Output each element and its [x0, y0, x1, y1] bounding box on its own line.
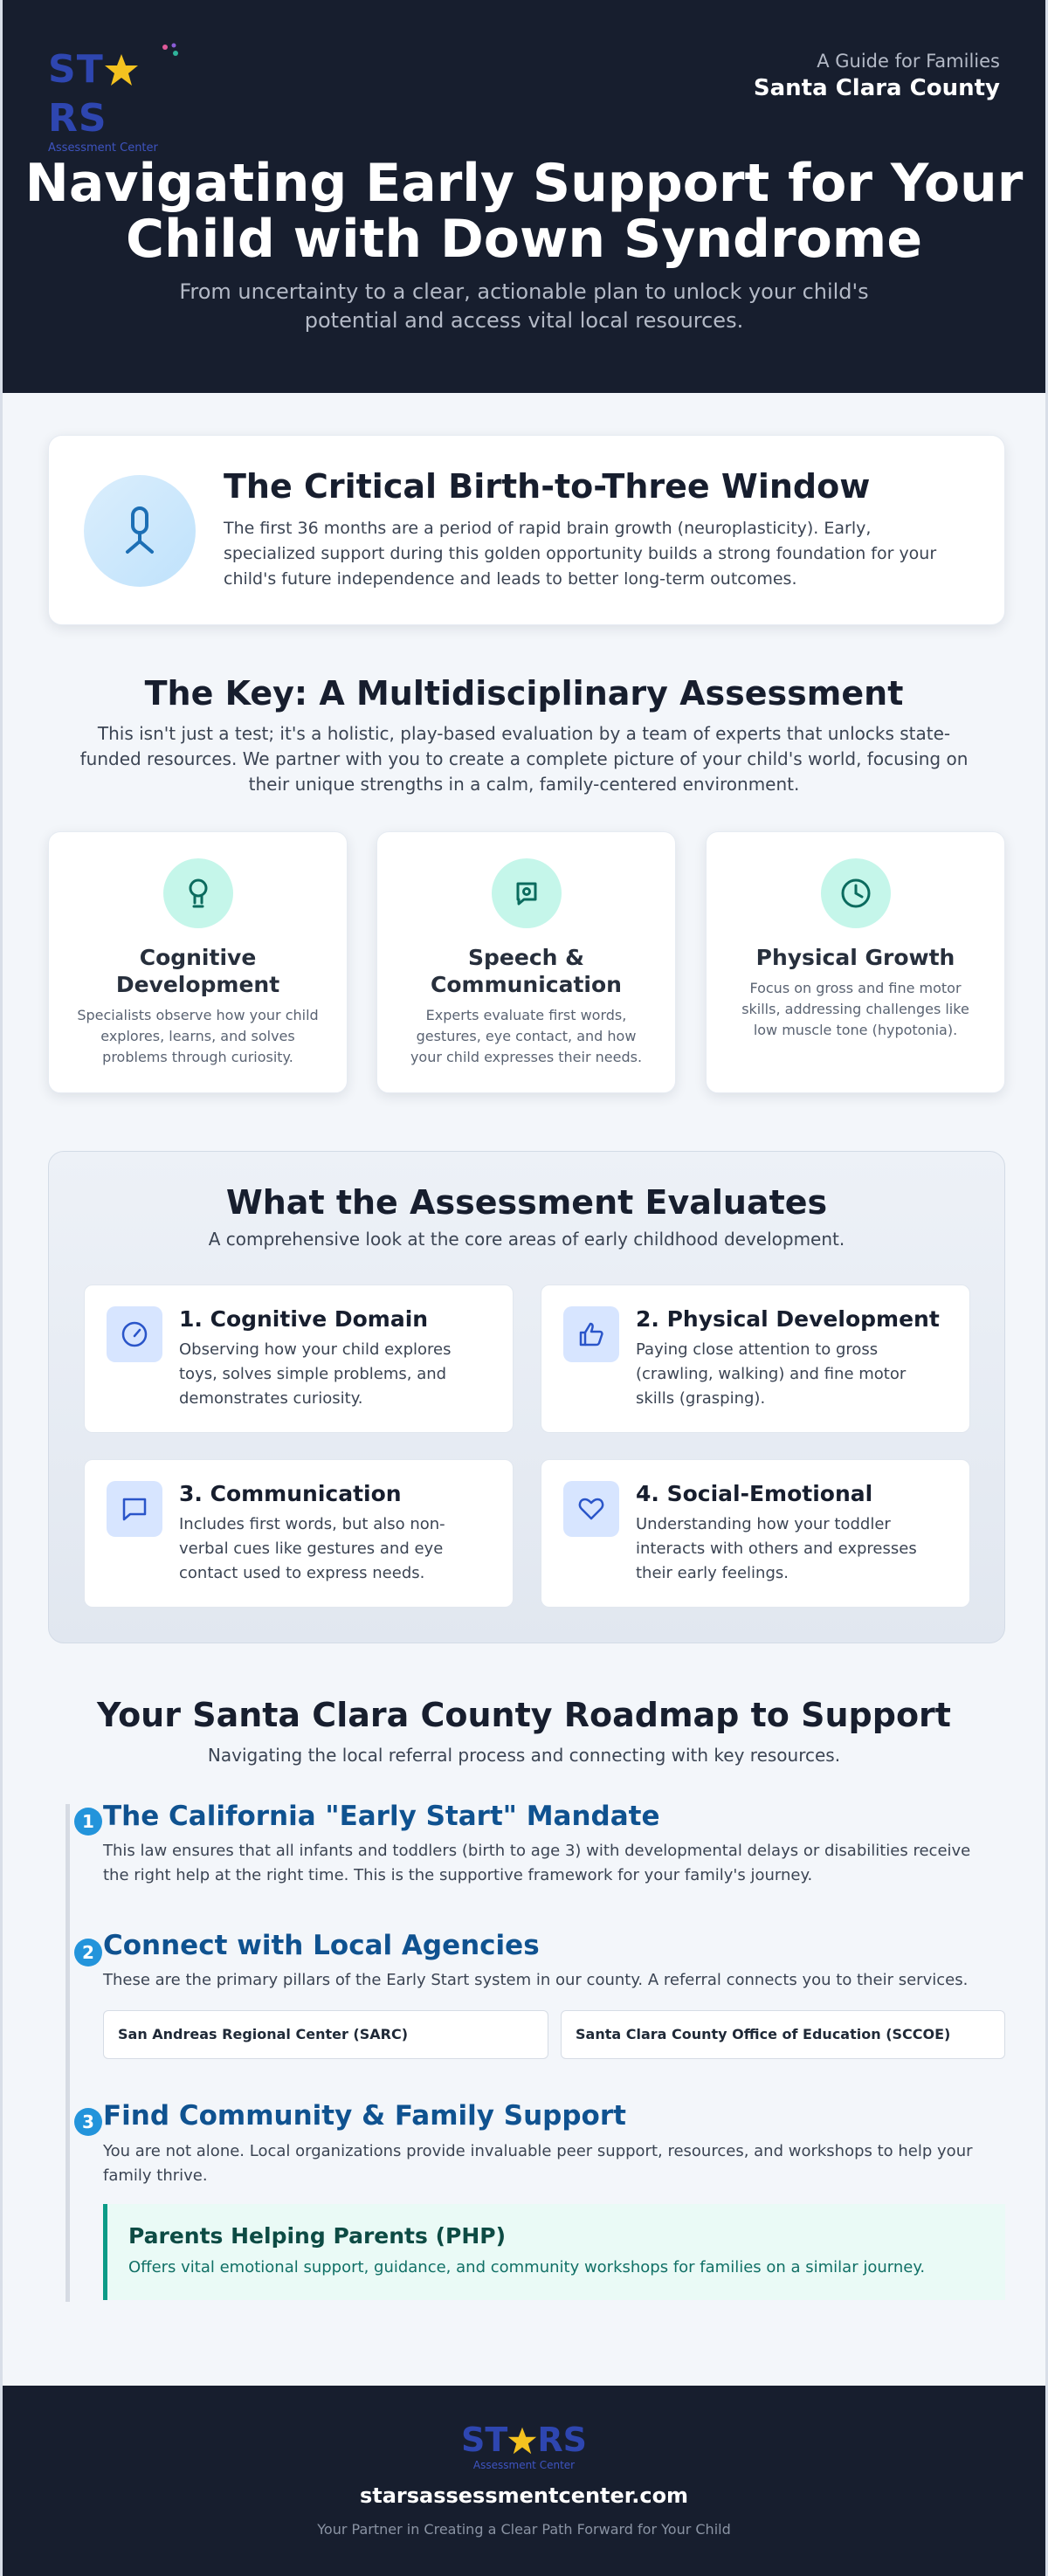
- thumbs-up-icon: [563, 1306, 619, 1362]
- lightbulb-icon: [163, 858, 233, 928]
- microphone-icon: [84, 475, 196, 587]
- star-icon: [507, 2426, 537, 2455]
- pillar-title: Cognitive Development: [115, 945, 280, 997]
- evaluate-card-title: 1. Cognitive Domain: [179, 1306, 429, 1332]
- footer-logo-wordmark: ST RS: [461, 2421, 587, 2459]
- chat-icon: [107, 1481, 162, 1537]
- assessment-section-text: This isn't just a test; it's a holistic, play-based evaluation by a team of experts that unlocks state-funded resources. We partner with you to create a complete picture of your child's world, focusing on their unique strengths in a calm, family-centered environment.: [79, 723, 969, 795]
- footer: [3, 2386, 1045, 2576]
- logo-subtitle: Assessment Center: [48, 141, 158, 155]
- evaluate-card-title: 4. Social-Emotional: [636, 1481, 873, 1506]
- website-link[interactable]: starsassessmentcenter.com: [359, 2483, 689, 2508]
- assessment-section-title: The Key: A Multidisciplinary Assessment: [144, 674, 904, 713]
- evaluate-card-cognitive: [84, 1285, 514, 1433]
- evaluate-card-communication: [84, 1459, 514, 1608]
- step-text: These are the primary pillars of the Early Start system in our county. A referral connects you to their services.: [103, 1971, 969, 1989]
- speech-bubble-icon: [492, 858, 562, 928]
- birth-to-three-title: The Critical Birth-to-Three Window: [224, 467, 871, 506]
- php-callout: [103, 2204, 1005, 2300]
- star-icon: [104, 52, 139, 87]
- evaluate-card-text: Paying close attention to gross (crawling, walking) and fine motor skills (grasping).: [636, 1340, 907, 1408]
- guide-tag: A Guide for Families: [817, 51, 1000, 72]
- gauge-icon: [107, 1306, 162, 1362]
- pillar-card-speech: [376, 831, 676, 1093]
- evaluate-card-text: Observing how your child explores toys, solves simple problems, and demonstrates curiosity.: [179, 1340, 452, 1408]
- footer-logo-subtitle: Assessment Center: [472, 2459, 576, 2471]
- agency-sccoe[interactable]: Santa Clara County Office of Education (SCCOE): [561, 2010, 1005, 2059]
- step-title: Connect with Local Agencies: [103, 1930, 540, 1961]
- evaluate-card-text: Understanding how your toddler interacts with others and expresses their early feelings.: [636, 1515, 917, 1582]
- pillar-text: Specialists observe how your child explores, learns, and solves problems through curiosity.: [77, 1007, 319, 1065]
- step-number-badge: 2: [74, 1939, 102, 1966]
- step-number-badge: 3: [74, 2108, 102, 2136]
- birth-to-three-card: [48, 435, 1005, 625]
- evaluate-card-title: 3. Communication: [179, 1481, 402, 1506]
- guide-label: [754, 49, 1000, 103]
- pillar-card-cognitive: [48, 831, 348, 1093]
- birth-to-three-text: The first 36 months are a period of rapid brain growth (neuroplasticity). Early, specialized support during this golden opportunity builds a strong foundation for your child's future independence and leads to better long-term outcomes.: [224, 519, 937, 589]
- step-text: You are not alone. Local organizations provide invaluable peer support, resources, and workshops to help your family thrive.: [103, 2142, 973, 2185]
- step-title: The California "Early Start" Mandate: [103, 1801, 660, 1832]
- logo-wordmark: STRS: [48, 45, 179, 143]
- evaluate-card-title: 2. Physical Development: [636, 1306, 940, 1332]
- evaluate-card-text: Includes first words, but also non-verbal cues like gestures and eye contact used to express needs.: [179, 1515, 445, 1582]
- roadmap-subtitle: Navigating the local referral process and connecting with key resources.: [207, 1745, 841, 1766]
- clock-icon: [821, 858, 891, 928]
- pillar-text: Experts evaluate first words, gestures, eye contact, and how your child expresses their needs.: [410, 1007, 643, 1065]
- pillar-text: Focus on gross and fine motor skills, addressing challenges like low muscle tone (hypotonia).: [741, 980, 969, 1038]
- logo[interactable]: [48, 45, 179, 155]
- footer-tagline: Your Partner in Creating a Clear Path Forward for Your Child: [317, 2521, 731, 2538]
- evaluates-title: What the Assessment Evaluates: [225, 1183, 828, 1222]
- step-title: Find Community & Family Support: [103, 2100, 626, 2132]
- step-text: This law ensures that all infants and toddlers (birth to age 3) with developmental delays or disabilities receive the right help at the right time. This is the supportive framework for your family's journey.: [103, 1842, 971, 1884]
- php-text: Offers vital emotional support, guidance, and community workshops for families on a similar journey.: [128, 2258, 926, 2276]
- county-name: Santa Clara County: [753, 75, 1000, 101]
- pillar-title: Physical Growth: [755, 945, 955, 970]
- page-title: Navigating Early Support for Your Child with Down Syndrome: [24, 153, 1024, 270]
- php-title: Parents Helping Parents (PHP): [128, 2223, 507, 2249]
- roadmap-title: Your Santa Clara County Roadmap to Support: [97, 1696, 951, 1734]
- evaluates-subtitle: A comprehensive look at the core areas of early childhood development.: [208, 1229, 845, 1250]
- pillar-title: Speech & Communication: [431, 945, 622, 997]
- evaluate-card-social: [541, 1459, 970, 1608]
- pillar-card-physical: [706, 831, 1005, 1093]
- heart-icon: [563, 1481, 619, 1537]
- evaluate-card-physical: [541, 1285, 970, 1433]
- footer-logo[interactable]: [3, 2421, 1045, 2471]
- hero-header: [3, 0, 1045, 393]
- roadmap-timeline: [66, 1804, 70, 2302]
- page-subtitle: From uncertainty to a clear, actionable plan to unlock your child's potential and access vital local resources.: [179, 279, 869, 333]
- agency-sarc[interactable]: San Andreas Regional Center (SARC): [103, 2010, 548, 2059]
- assessment-pillars: [48, 831, 1005, 1093]
- evaluates-section: [48, 1151, 1005, 1643]
- step-number-badge: 1: [74, 1808, 102, 1836]
